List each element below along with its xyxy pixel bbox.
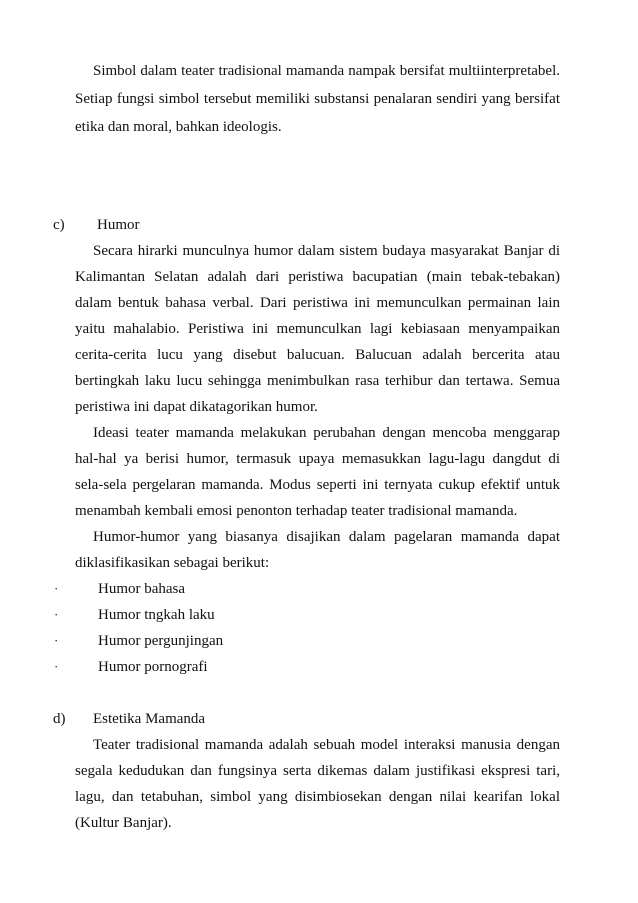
text-line: Secara hirarki munculnya humor dalam sistem budaya masyarakat Banjar di	[93, 243, 560, 259]
bullet-dot-icon: ·	[54, 581, 59, 596]
text-line: bertingkah laku lucu sehingga menimbulkan rasa terhibur dan tertawa. Semua	[75, 373, 560, 389]
text-line: menambah kembali emosi penonton terhadap teater tradisional mamanda.	[75, 503, 518, 519]
text-line: dalam bentuk bahasa verbal. Dari peristiwa ini memunculkan permainan lain	[75, 295, 560, 311]
text-line: etika dan moral, bahkan ideologis.	[75, 119, 282, 135]
text-line: segala kedudukan dan fungsinya serta dikemas dalam justifikasi ekspresi tari,	[75, 763, 560, 779]
text-line: Ideasi teater mamanda melakukan perubahan dengan mencoba menggarap	[93, 425, 560, 441]
section-marker: c)	[53, 217, 65, 233]
section-title: Humor	[97, 217, 140, 233]
bullet-dot-icon: ·	[54, 659, 59, 674]
text-line: Teater tradisional mamanda adalah sebuah model interaksi manusia dengan	[93, 737, 560, 753]
text-line: (Kultur Banjar).	[75, 815, 172, 831]
text-line: diklasifikasikan sebagai berikut:	[75, 555, 270, 571]
text-line: yaitu mahalabio. Peristiwa ini memunculkan lagi kebiasaan menyampaikan	[75, 321, 560, 337]
text-line: Kalimantan Selatan adalah dari peristiwa bacupatian (main tebak-tebakan)	[75, 269, 560, 285]
text-line: cerita-cerita lucu yang disebut balucuan. Balucuan adalah bercerita atau	[75, 347, 560, 363]
text-line: lagu, dan tetabuhan, simbol yang disimbiosekan dengan nilai kearifan lokal	[75, 789, 560, 805]
bullet-dot-icon: ·	[54, 607, 59, 622]
list-item: Humor pergunjingan	[98, 633, 224, 649]
bullet-dot-icon: ·	[54, 633, 59, 648]
text-line: Setiap fungsi simbol tersebut memiliki substansi penalaran sendiri yang bersifat	[75, 91, 560, 107]
text-line: hal-hal ya berisi humor, termasuk upaya memasukkan lagu-lagu dangdut di	[75, 451, 560, 467]
text-line: Simbol dalam teater tradisional mamanda nampak bersifat multiinterpretabel.	[93, 63, 560, 79]
list-item: Humor pornografi	[98, 659, 208, 675]
section-title: Estetika Mamanda	[93, 711, 206, 727]
text-line: sela-sela pergelaran mamanda. Modus seperti ini ternyata cukup efektif untuk	[75, 477, 560, 493]
list-item: Humor bahasa	[98, 581, 186, 597]
text-line: Humor-humor yang biasanya disajikan dalam pagelaran mamanda dapat	[93, 529, 560, 545]
text-line: peristiwa ini dapat dikatagorikan humor.	[75, 399, 318, 415]
list-item: Humor tngkah laku	[98, 607, 215, 623]
section-marker: d)	[53, 711, 66, 727]
